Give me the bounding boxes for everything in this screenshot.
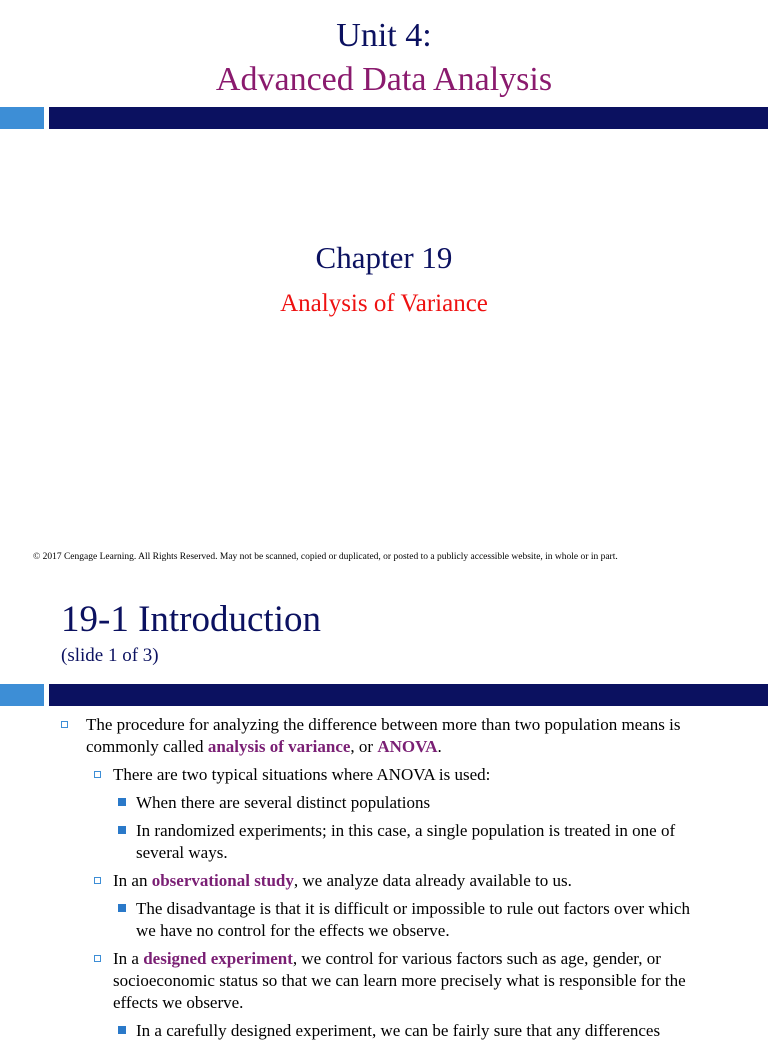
square-bullet-icon <box>94 877 101 884</box>
list-item: When there are several distinct populations <box>0 792 768 814</box>
chapter-subtitle: Analysis of Variance <box>280 290 488 317</box>
filled-square-bullet-icon <box>118 904 126 912</box>
header-divider-bar <box>0 684 768 706</box>
term-highlight: analysis of variance <box>207 737 351 756</box>
list-item: The disadvantage is that it is difficult or impossible to rule out factors over which we have no control for the effects we observe. <box>0 898 768 942</box>
list-item: In randomized experiments; in this case, a single population is treated in one of several ways. <box>0 820 768 864</box>
bullet-list <box>0 714 768 1048</box>
list-item: In a carefully designed experiment, we can be fairly sure that any differences <box>0 1020 768 1042</box>
term-highlight: ANOVA <box>377 737 438 756</box>
list-item: In a designed experiment, we control for various factors such as age, gender, or socioeconomic status so that we can learn more precisely what is responsible for the effects we observe. <box>0 948 768 1014</box>
filled-square-bullet-icon <box>118 798 126 806</box>
unit-subtitle: Advanced Data Analysis <box>215 61 553 98</box>
list-item: There are two typical situations where ANOVA is used: <box>0 764 768 786</box>
square-bullet-icon <box>61 721 68 728</box>
header-divider-bar <box>0 107 768 129</box>
filled-square-bullet-icon <box>118 826 126 834</box>
term-highlight: observational study <box>151 871 294 890</box>
square-bullet-icon <box>94 771 101 778</box>
filled-square-bullet-icon <box>118 1026 126 1034</box>
term-highlight: designed experiment <box>143 949 293 968</box>
slide-subtitle: (slide 1 of 3) <box>61 645 159 666</box>
chapter-title: Chapter 19 <box>315 240 453 275</box>
introduction-slide <box>0 580 768 1040</box>
list-item: In an observational study, we analyze data already available to us. <box>0 870 768 892</box>
list-item: The procedure for analyzing the difference between more than two population means is commonly called analysis of variance, or ANOVA. <box>0 714 768 758</box>
copyright-notice: © 2017 Cengage Learning. All Rights Reserved. May not be scanned, copied or duplicated, or posted to a publicly accessible website, in whole or in part. <box>33 552 618 562</box>
square-bullet-icon <box>94 955 101 962</box>
unit-title: Unit 4: <box>336 17 432 54</box>
slide-title: 19-1 Introduction <box>61 599 321 640</box>
